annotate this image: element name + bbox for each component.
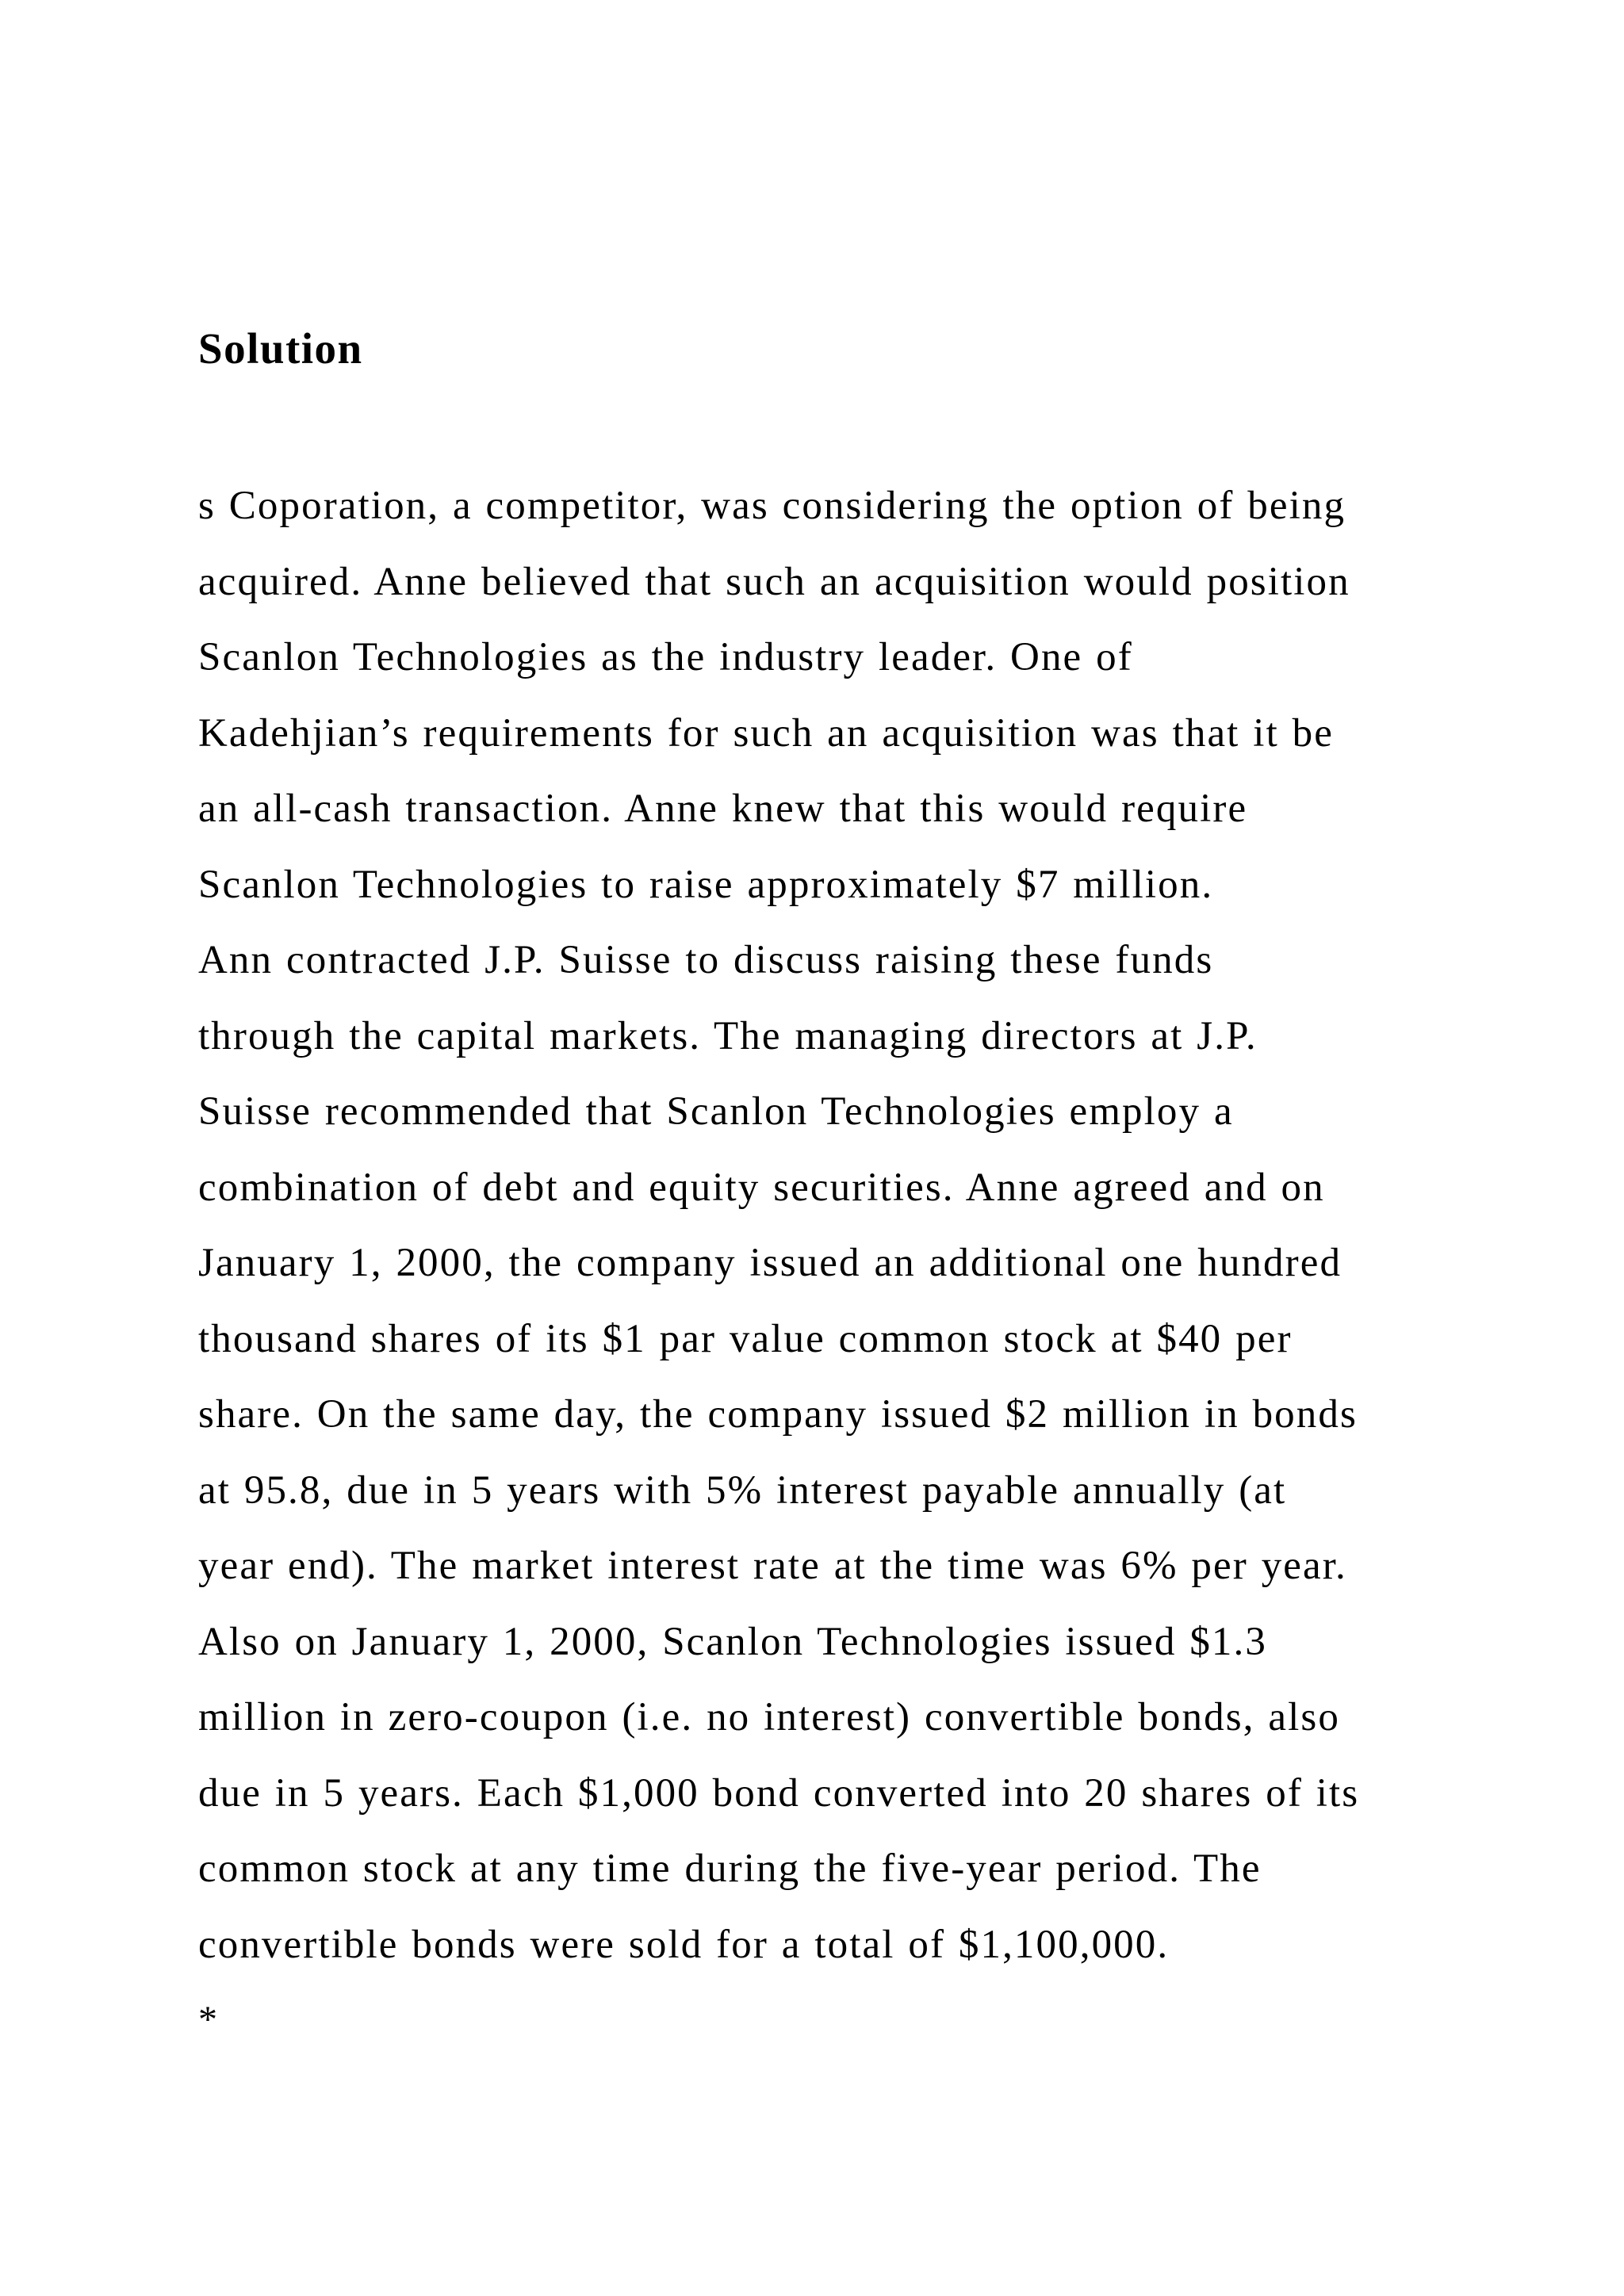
- text-line: million in zero-coupon (i.e. no interest) convertible bonds, also: [198, 1695, 1340, 1739]
- text-line: Kadehjian’s requirements for such an acquisition was that it be: [198, 710, 1335, 756]
- text-line: common stock at any time during the five-year period. The: [198, 1846, 1262, 1891]
- section-heading: Solution: [198, 324, 363, 373]
- text-line: share. On the same day, the company issued $2 million in bonds: [198, 1392, 1358, 1437]
- text-line: Also on January 1, 2000, Scanlon Technologies issued $1.3: [198, 1619, 1267, 1664]
- text-line: year end). The market interest rate at the time was 6% per year.: [198, 1544, 1347, 1588]
- text-line: Scanlon Technologies as the industry leader. One of: [198, 635, 1133, 679]
- asterisk-marker: *: [198, 1999, 217, 2041]
- text-line: s Coporation, a competitor, was considering the option of being: [198, 484, 1346, 528]
- text-line: through the capital markets. The managing directors at J.P.: [198, 1013, 1258, 1058]
- text-line: thousand shares of its $1 par value common stock at $40 per: [198, 1316, 1293, 1361]
- text-line: convertible bonds were sold for a total of $1,100,000.: [198, 1922, 1170, 1967]
- body-text: [198, 477, 1515, 2068]
- text-line: Suisse recommended that Scanlon Technologies employ a: [198, 1089, 1234, 1134]
- text-line: due in 5 years. Each $1,000 bond converted into 20 shares of its: [198, 1770, 1360, 1816]
- text-line: at 95.8, due in 5 years with 5% interest payable annually (at: [198, 1468, 1287, 1513]
- text-line: Scanlon Technologies to raise approximately $7 million.: [198, 862, 1214, 907]
- text-line: Ann contracted J.P. Suisse to discuss raising these funds: [198, 938, 1214, 982]
- text-line: combination of debt and equity securities. Anne agreed and on: [198, 1165, 1325, 1210]
- text-line: January 1, 2000, the company issued an additional one hundred: [198, 1241, 1342, 1285]
- text-line: acquired. Anne believed that such an acquisition would position: [198, 559, 1350, 604]
- text-line: an all-cash transaction. Anne knew that this would require: [198, 786, 1248, 831]
